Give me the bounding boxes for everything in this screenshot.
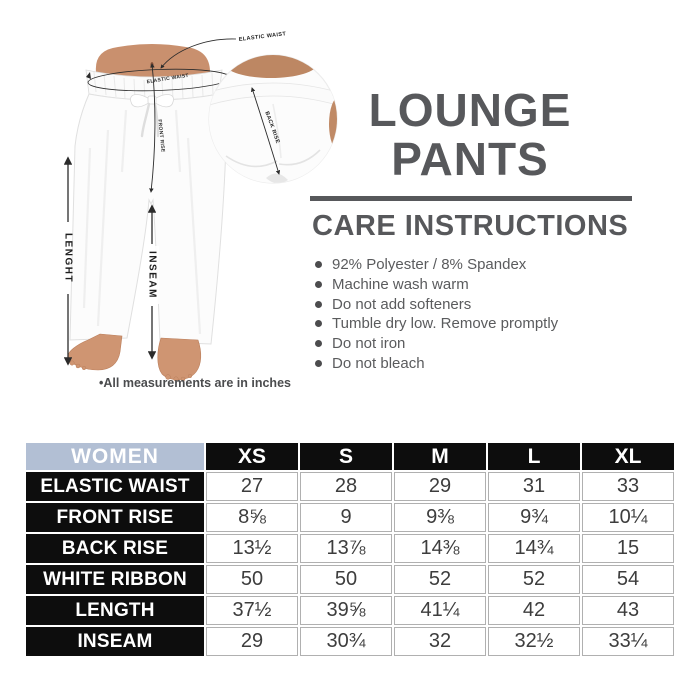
bullet-icon (315, 360, 322, 367)
care-item (315, 276, 645, 296)
cell-value: 37½ (206, 596, 298, 625)
cell-value: 39⅝ (300, 596, 392, 625)
care-item (315, 355, 645, 375)
row-label-white-ribbon: WHITE RIBBON (26, 565, 204, 594)
header-size-l: L (488, 443, 580, 470)
care-item (315, 335, 645, 355)
row-label-elastic-waist: ELASTIC WAIST (26, 472, 204, 501)
bullet-icon (315, 340, 322, 347)
cell-value: 9⅜ (394, 503, 486, 532)
cell-value: 50 (206, 565, 298, 594)
table-row (26, 596, 674, 625)
cell-value: 30¾ (300, 627, 392, 656)
cell-value: 42 (488, 596, 580, 625)
bullet-icon (315, 261, 322, 268)
cell-value: 10¼ (582, 503, 674, 532)
cell-value: 14⅜ (394, 534, 486, 563)
cell-value: 28 (300, 472, 392, 501)
cell-value: 29 (206, 627, 298, 656)
cell-value: 13⅞ (300, 534, 392, 563)
row-label-front-rise: FRONT RISE (26, 503, 204, 532)
size-chart-header-row (26, 443, 674, 470)
front-rise-label: FRONT RISE (156, 119, 166, 153)
care-item-text: Tumble dry low. Remove promptly (332, 315, 559, 333)
cell-value: 32 (394, 627, 486, 656)
bullet-icon (315, 281, 322, 288)
care-item-text: Machine wash warm (332, 275, 469, 293)
cell-value: 14¾ (488, 534, 580, 563)
header-size-xl: XL (582, 443, 674, 470)
pants-illustration (30, 8, 340, 393)
cell-value: 9 (300, 503, 392, 532)
table-row (26, 503, 674, 532)
cell-value: 52 (488, 565, 580, 594)
care-item-text: Do not bleach (332, 354, 425, 372)
cell-value: 31 (488, 472, 580, 501)
care-instructions-list (315, 256, 645, 375)
row-label-inseam: INSEAM (26, 627, 204, 656)
inseam-label: INSEAM (146, 251, 158, 299)
cell-value: 54 (582, 565, 674, 594)
bullet-icon (315, 301, 322, 308)
table-row (26, 627, 674, 656)
care-item (315, 256, 645, 276)
cell-value: 33¼ (582, 627, 674, 656)
length-label: LENGHT (62, 232, 74, 284)
table-row (26, 534, 674, 563)
header-size-s: S (300, 443, 392, 470)
cell-value: 52 (394, 565, 486, 594)
elastic-waist-callout-label: ELASTIC WAIST (238, 31, 287, 43)
cell-value: 29 (394, 472, 486, 501)
table-row (26, 472, 674, 501)
care-item-text: 92% Polyester / 8% Spandex (332, 256, 527, 273)
row-label-back-rise: BACK RISE (26, 534, 204, 563)
cell-value: 33 (582, 472, 674, 501)
cell-value: 43 (582, 596, 674, 625)
cell-value: 9¾ (488, 503, 580, 532)
cell-value: 32½ (488, 627, 580, 656)
cell-value: 8⅝ (206, 503, 298, 532)
cell-value: 41¼ (394, 596, 486, 625)
header-size-m: M (394, 443, 486, 470)
back-rise-label: BACK RISE (263, 110, 281, 145)
size-chart-table (24, 441, 676, 658)
care-item (315, 296, 645, 316)
cell-value: 13½ (206, 534, 298, 563)
care-item-text: Do not iron (332, 335, 406, 353)
cell-value: 15 (582, 534, 674, 563)
right-foot (158, 338, 201, 380)
product-title (320, 86, 620, 184)
elastic-waist-band-label: ELASTIC WAIST (146, 72, 190, 86)
table-row (26, 565, 674, 594)
header-size-xs: XS (206, 443, 298, 470)
header-women: WOMEN (26, 443, 204, 470)
title-divider (310, 196, 632, 201)
measurement-note: •All measurements are in inches (99, 376, 291, 390)
care-item (315, 315, 645, 335)
product-title-line2: PANTS (391, 133, 549, 185)
care-instructions-heading: CARE INSTRUCTIONS (312, 210, 629, 242)
product-title-line1: LOUNGE (368, 84, 572, 136)
cell-value: 27 (206, 472, 298, 501)
front-view-pants (68, 44, 226, 381)
row-label-length: LENGTH (26, 596, 204, 625)
bullet-icon (315, 320, 322, 327)
care-item-text: Do not add softeners (332, 295, 472, 313)
cell-value: 50 (300, 565, 392, 594)
